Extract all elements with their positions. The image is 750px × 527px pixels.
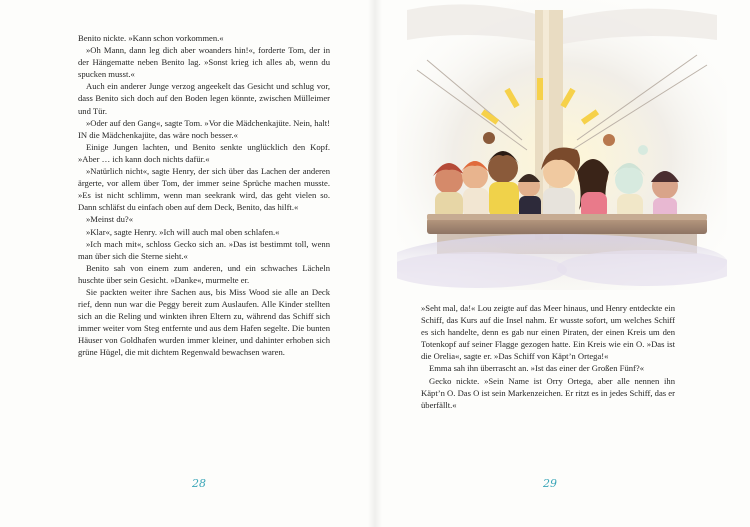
paragraph: Gecko nickte. »Sein Name ist Orry Ortega, aber alle nennen ihn Käpt’n O. Das O ist sein Markenzeichen. Er ritzt es in jedes Schiff, das er überfällt.« [421, 375, 675, 410]
paragraph: »Ich mach mit«, schloss Gecko sich an. »Das ist bestimmt toll, wenn man über sich die Sterne sieht.« [78, 238, 330, 261]
paragraph: »Meinst du?« [86, 214, 134, 225]
illustration-art [397, 0, 727, 290]
page-number-right: 29 [543, 477, 557, 490]
right-page [375, 0, 750, 527]
paragraph: »Natürlich nicht«, sagte Henry, der sich über das Lachen der anderen ärgerte, vor allem über Tom, der immer seine Sprüche machen musste. »Es ist nicht schlimm, wenn man seekrank wird, das geht vielen so. Dann schläfst du einfach oben auf dem Deck, Benito, das hilft.« [78, 166, 330, 213]
paragraph: »Klar«, sagte Henry. »Ich will auch mal oben schlafen.« [86, 226, 280, 237]
paragraph: Auch ein anderer Junge verzog angeekelt das Gesicht und schlug vor, dass Benito sich doch auf den Boden legen könnte, zwischen Mülleimer und Tür. [78, 81, 330, 116]
paragraph: »Seht mal, da!« Lou zeigte auf das Meer hinaus, und Henry entdeckte ein Schiff, das Kurs auf die Insel nahm. Er wusste sofort, um welches Schiff es sich handelte, denn es gab nur einen Piraten, der einen Kreis um den Totenkopf auf seiner Flagge gezogen hatte. Ein Kreis wie ein O. »Das ist die Orelia«, sagte er. »Das Schiff von Käpt’n Ortega!« [421, 303, 675, 362]
paragraph: »Oder auf den Gang«, sagte Tom. »Vor die Mädchenkajüte. Nein, halt! IN die Mädchenkajüte, das wäre noch besser.« [78, 117, 330, 140]
paragraph: Benito sah von einem zum anderen, und ein schwaches Lächeln huschte über sein Gesicht. »Danke«, murmelte er. [78, 262, 330, 285]
paragraph: »Oh Mann, dann leg dich aber woanders hin!«, forderte Tom, der in der Hängematte neben Benito lag. »Sonst krieg ich alles ab, wenn du spucken musst.« [78, 45, 330, 80]
page-number-left: 28 [192, 477, 206, 490]
paragraph: Emma sah ihn überrascht an. »Ist das einer der Großen Fünf?« [429, 363, 645, 374]
paragraph: Benito nickte. »Kann schon vorkommen.« [78, 33, 224, 43]
ship-deck-illustration [397, 0, 727, 290]
paragraph: Sie packten weiter ihre Sachen aus, bis Miss Wood sie alle an Deck rief, denn nun war die Peggy bereit zum Auslaufen. Alle Kinder stellten sich an die Reling und winkten ihren Eltern zu, während das Schiff sich immer weiter vom Steg entfernte und aus dem Hafen segelte. Die bunten Häuser von Goldhafen wurden immer kleiner, und dahinter erhoben sich grüne Hügel, die mit dichtem Regenwald bewachsen waren. [78, 286, 330, 358]
paragraph: Einige Jungen lachten, und Benito senkte unglücklich den Kopf. »Aber … ich kann doch nichts dafür.« [78, 141, 330, 164]
left-page-text [78, 32, 330, 359]
right-page-text [421, 302, 675, 411]
